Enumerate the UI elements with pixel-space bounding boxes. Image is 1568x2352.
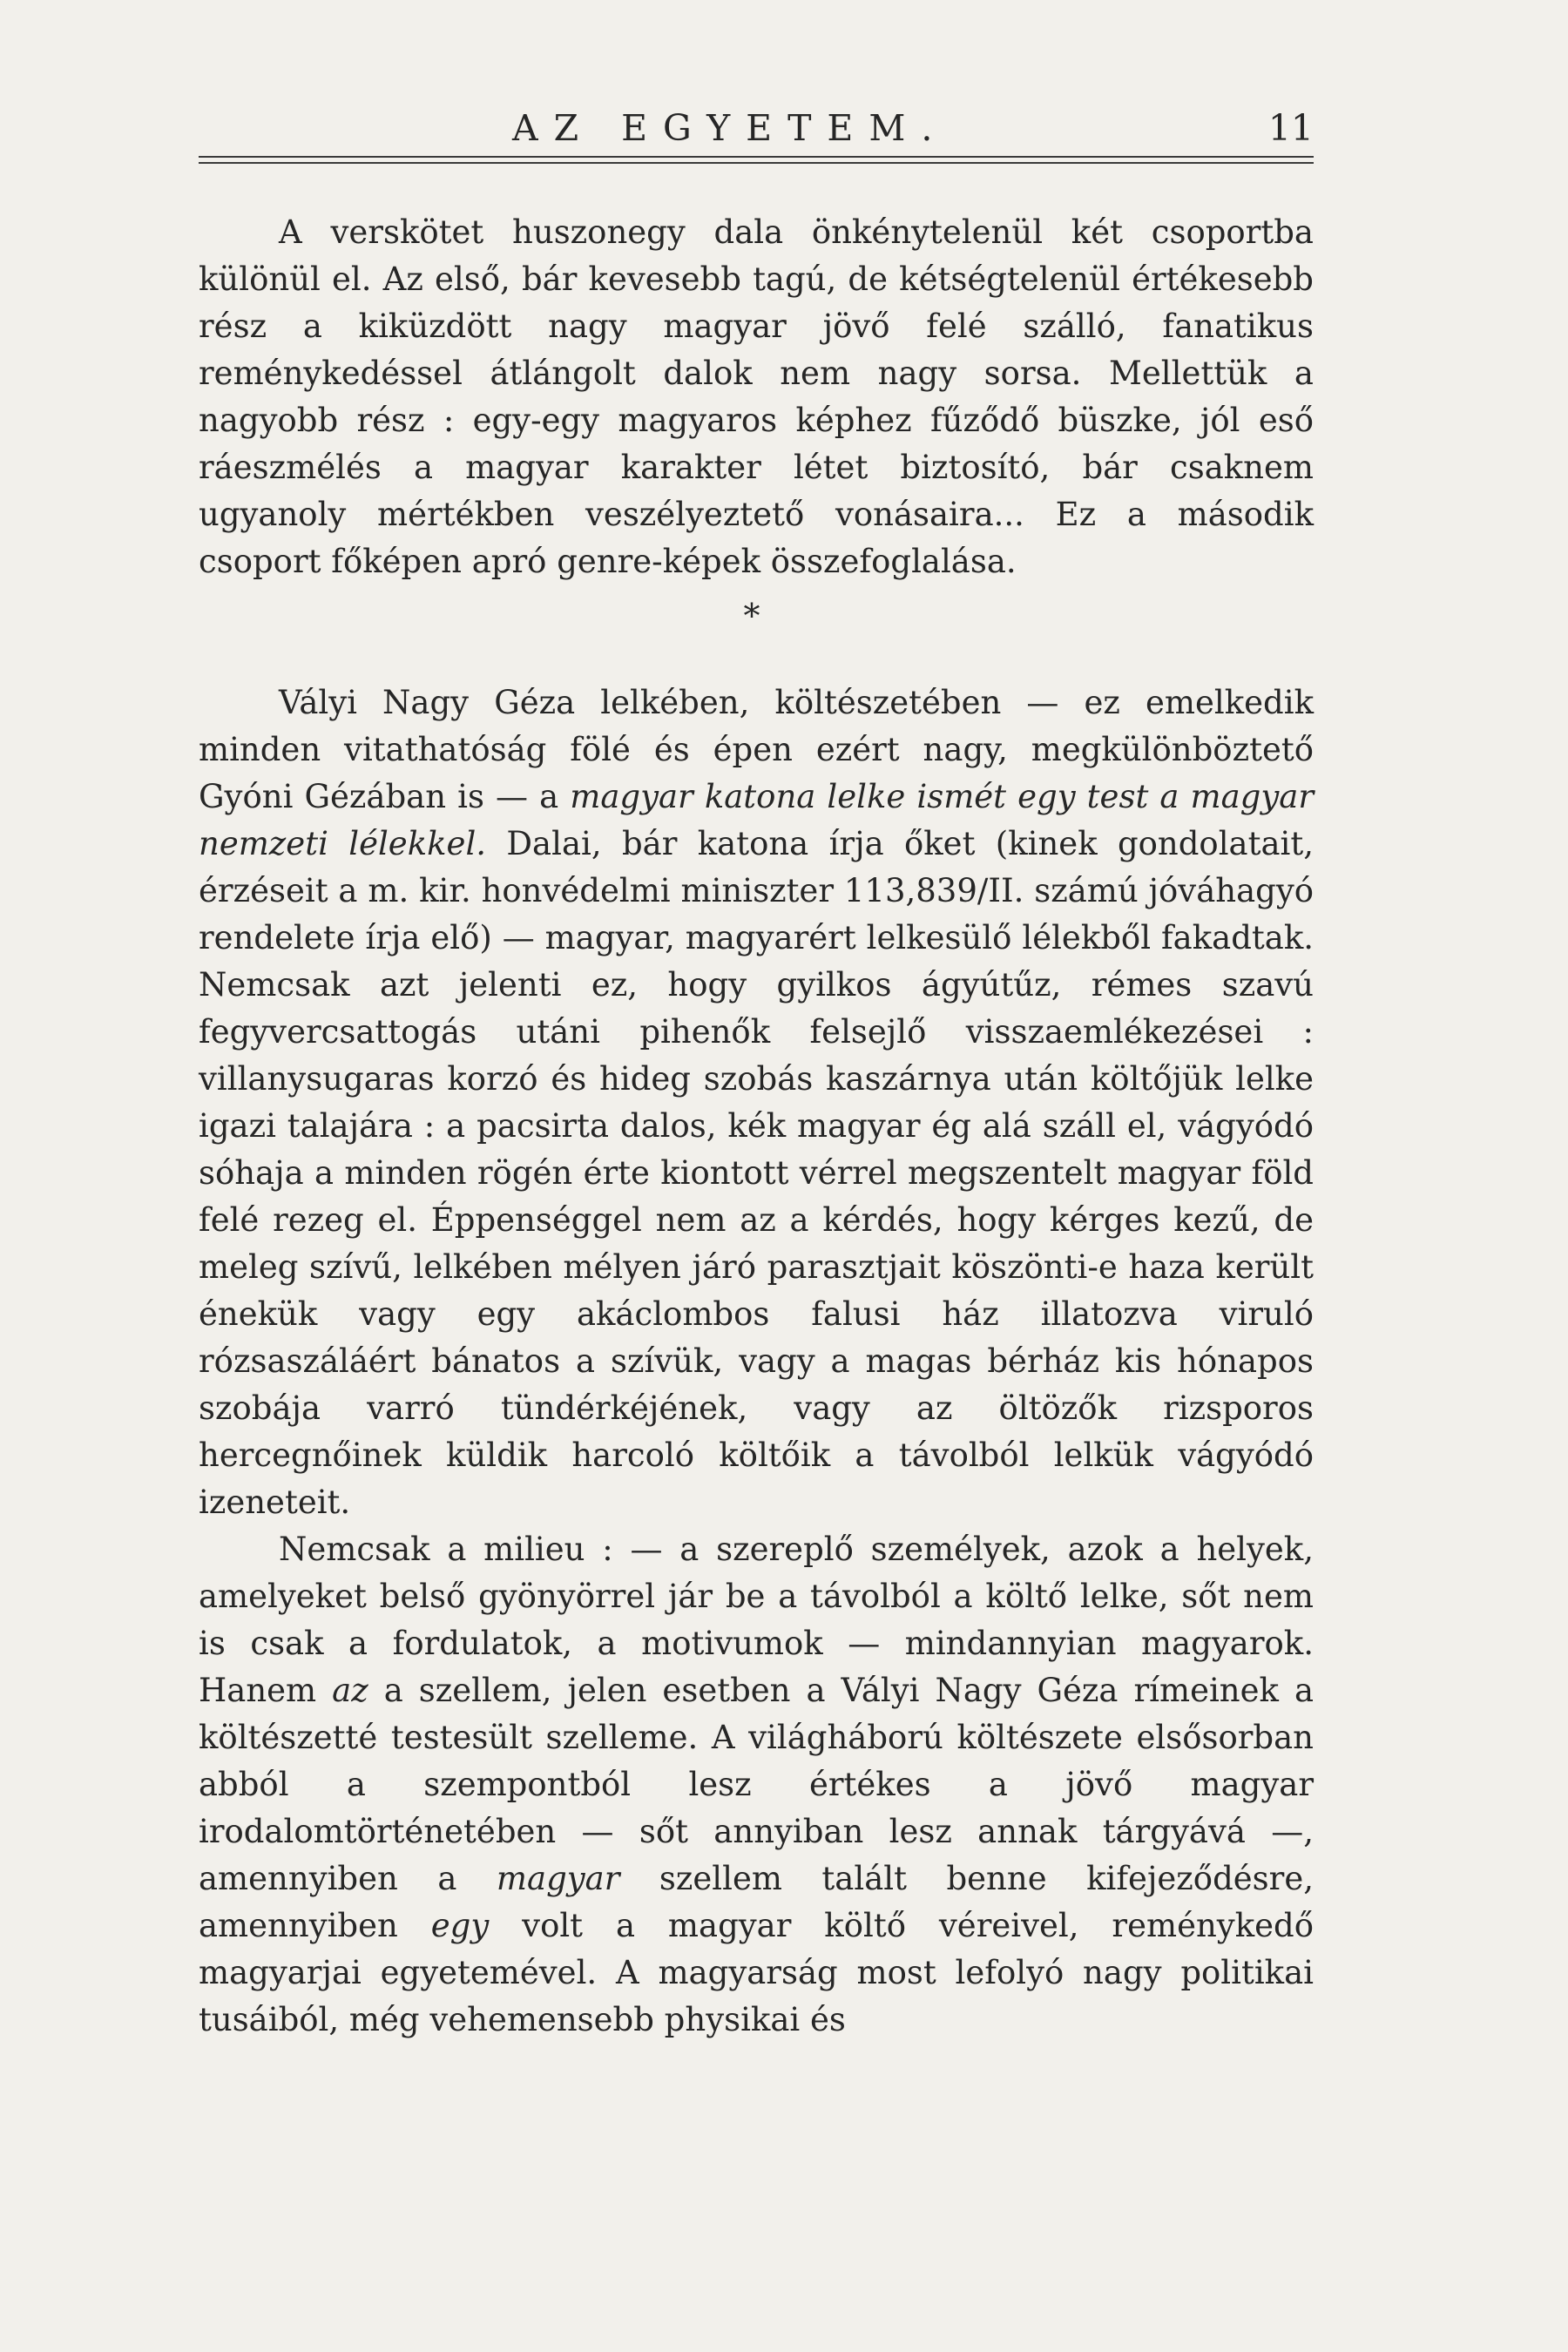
emphasized-text: magyar katona lelke ismét egy test a magyar nemzeti lélekkel. — [199, 778, 1315, 862]
paragraph: A verskötet huszonegy dala önkénytelenül két csoportba különül el. Az első, bár kevesebb tagú, de kétségtelenül értékesebb rész a kiküzdött nagy magyar jövő felé szálló, fanatikus reménykedéssel átlángolt dalok nem nagy sorsa. Mellettük a nagyobb rész : egy-egy magyaros képhez fűződő büszke, jól eső ráeszmélés a magyar karakter létet biztosító, bár csaknem ugyanoly mértékben veszélyeztető vonásaira... Ez a második csoport főképen apró genre-képek összefoglalása. — [199, 213, 1314, 580]
text-run: Nemcsak a milieu : — a szereplő személyek, azok a helyek, amelyeket belső gyönyörrel jár be a távolból a költő lelke, sőt nem is csak a fordulatok, a motivumok — mindannyian magyarok. Hanem — [199, 1531, 1314, 1709]
page-header — [199, 106, 1314, 150]
text-block-1 — [199, 209, 1314, 585]
emphasized-text: egy — [430, 1907, 490, 1944]
running-title: AZ EGYETEM. — [512, 107, 949, 149]
text-run: szellem talált benne kifejeződésre, amennyiben — [199, 1860, 1314, 1944]
text-run: volt a magyar költő véreivel, reménykedő magyarjai egyetemével. A magyarság most lefolyó nagy politikai tusáiból, még vehemensebb physikai és — [199, 1907, 1314, 2038]
header-rule-bottom — [199, 162, 1314, 164]
emphasized-text: az — [332, 1672, 368, 1709]
text-run: Dalai, bár katona írja őket (kinek gondolatait, érzéseit a m. kir. honvédelmi miniszter 113,839/II. számú jóváhagyó rendelete írja elő) — magyar, magyarért lelkesülő lélekből fakadtak. Nemcsak azt jelenti ez, hogy gyilkos ágyútűz, rémes szavú fegyvercsattogás utáni pihenők felsejlő visszaemlékezései : villanysugaras korzó és hideg szobás kaszárnya után költőjük lelke igazi talajára : a pacsirta dalos, kék magyar ég alá száll el, vágyódó sóhaja a minden rögén érte kiontott vérrel megszentelt magyar föld felé rezeg el. Éppenséggel nem az a kérdés, hogy kérges kezű, de meleg szívű, lelkében mélyen járó parasztjait köszönti-e haza került énekük vagy egy akáclombos falusi ház illatozva viruló rózsaszáláért bánatos a szívük, vagy a magas bérház kis hónapos szobája varró tündérkéjének, vagy az öltözők rizsporos hercegnőinek küldik harcoló költőik a távolból lelkük vágyódó izeneteit. — [199, 825, 1314, 1521]
emphasized-text: magyar — [496, 1860, 620, 1897]
section-separator: * — [743, 597, 760, 635]
page-number: 11 — [1267, 107, 1314, 149]
paragraph — [199, 679, 1314, 1526]
text-run: Vályi Nagy Géza lelkében, költészetében — ez emelkedik minden vitathatóság fölé és épen ezért nagy, megkülönböztető Gyóni Gézában is — a — [199, 684, 1314, 815]
paragraph — [199, 1526, 1314, 2044]
text-run: a szellem, jelen esetben a Vályi Nagy Géza rímeinek a költészetté testesült szelleme. A világháború költészete elsősorban abból a szempontból lesz értékes a jövő magyar irodalomtörténetében — sőt annyiban lesz annak tárgyává —, amennyiben a — [199, 1672, 1315, 1897]
header-rule-top — [199, 156, 1314, 158]
text-block-2 — [199, 679, 1314, 2044]
